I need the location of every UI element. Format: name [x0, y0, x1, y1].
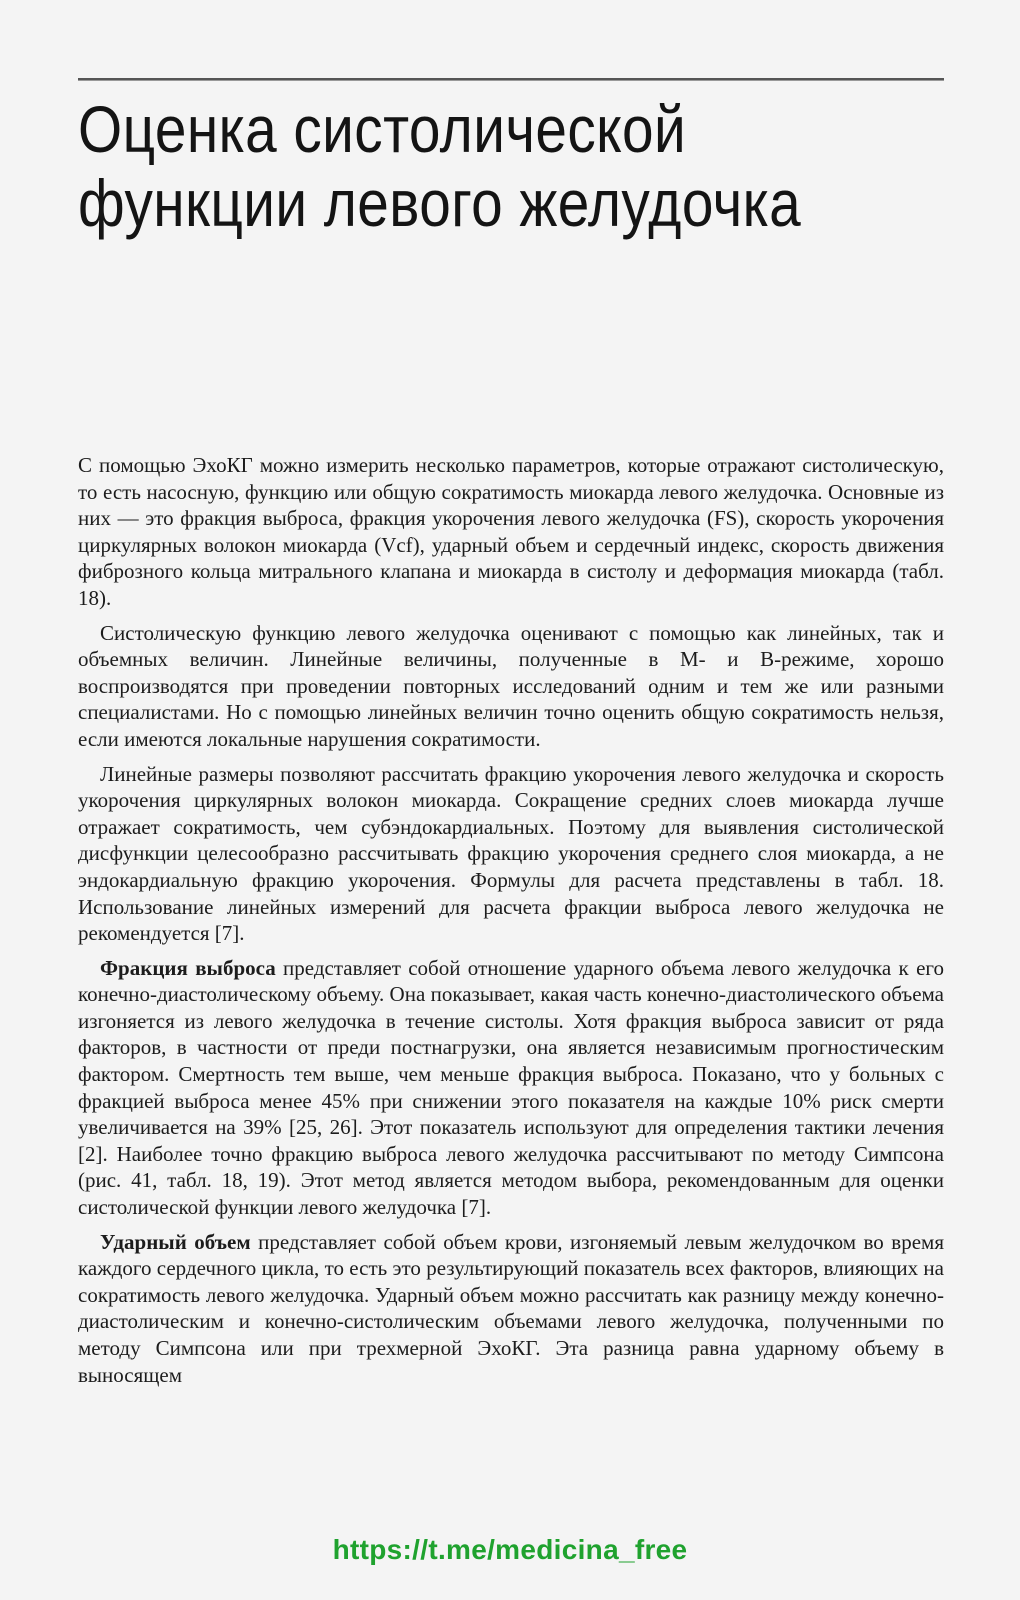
paragraph-text: представляет собой объем крови, изгоняемый левым желудочком во время каждого сердечного цикла, то есть это результирующий показатель всех факторов, влияющих на сократимость левого желудочка. Ударный объем можно рассчитать как разницу между конечно-диастолическим и конечно-систолическим объемами левого желудочка, полученными по методу Симпсона или при трехмерной ЭхоКГ. Эта разница равна ударному объему в выносящем: [78, 1229, 944, 1387]
paragraph-text: Линейные размеры позволяют рассчитать фракцию укорочения левого желудочка и скорость укорочения циркулярных волокон миокарда. Сокращение средних слоев миокарда лучше отражает сократимость, чем субэндокардиальных. Поэтому для выявления систолической дисфункции целесообразно рассчитывать фракцию укорочения среднего слоя миокарда, а не эндокардиальную фракцию укорочения. Формулы для расчета представлены в табл. 18. Использование линейных измерений для расчета фракции выброса левого желудочка не рекомендуется [7].: [78, 761, 944, 946]
paragraph-lead: Фракция выброса: [100, 955, 276, 980]
title-line-2: функции левого желудочка: [78, 166, 802, 240]
page-title: [78, 92, 835, 240]
paragraph-1: [78, 452, 944, 612]
title-line-1: Оценка систолической: [78, 92, 687, 166]
paragraph-lead: Ударный объем: [100, 1229, 251, 1254]
paragraph-ejection-fraction: [78, 955, 944, 1221]
paragraph-text: Систолическую функцию левого желудочка оценивают с помощью как линейных, так и объемных величин. Линейные величины, полученные в М- и В-режиме, хорошо воспроизводятся при проведении повторных исследований одним и тем же или разными специалистами. Но с помощью линейных величин точно оценить общую сократимость нельзя, если имеются локальные нарушения сократимости.: [78, 620, 944, 751]
paragraph-2: [78, 620, 944, 753]
top-rule: [78, 78, 944, 81]
watermark-link: https://t.me/medicina_free: [332, 1534, 688, 1565]
body-text: [78, 452, 944, 1396]
paragraph-text: С помощью ЭхоКГ можно измерить несколько параметров, которые отражают систолическую, то есть насосную, функцию или общую сократимость миокарда левого желудочка. Основные из них — это фракция выброса, фракция укорочения левого желудочка (FS), скорость укорочения циркулярных волокон миокарда (Vcf), ударный объем и сердечный индекс, скорость движения фиброзного кольца митрального клапана и миокарда в систолу и деформация миокарда (табл. 18).: [78, 453, 944, 610]
paragraph-text: представляет собой отношение ударного объема левого желудочка к его конечно-диастолическому объему. Она показывает, какая часть конечно-диастолического объема изгоняется из левого желудочка в течение систолы. Хотя фракция выброса зависит от ряда факторов, в частности от преди постнагрузки, она является независимым прогностическим фактором. Смертность тем выше, чем меньше фракция выброса. Показано, что у больных с фракцией выброса менее 45% при снижении этого показателя на каждые 10% риск смерти увеличивается на 39% [25, 26]. Этот показатель используют для определения тактики лечения [2]. Наиболее точно фракцию выброса левого желудочка рассчитывают по методу Симпсона (рис. 41, табл. 18, 19). Этот метод является методом выбора, рекомендованным для оценки систолической функции левого желудочка [7].: [78, 955, 945, 1220]
paragraph-stroke-volume: [78, 1229, 944, 1389]
paragraph-3: [78, 761, 944, 947]
